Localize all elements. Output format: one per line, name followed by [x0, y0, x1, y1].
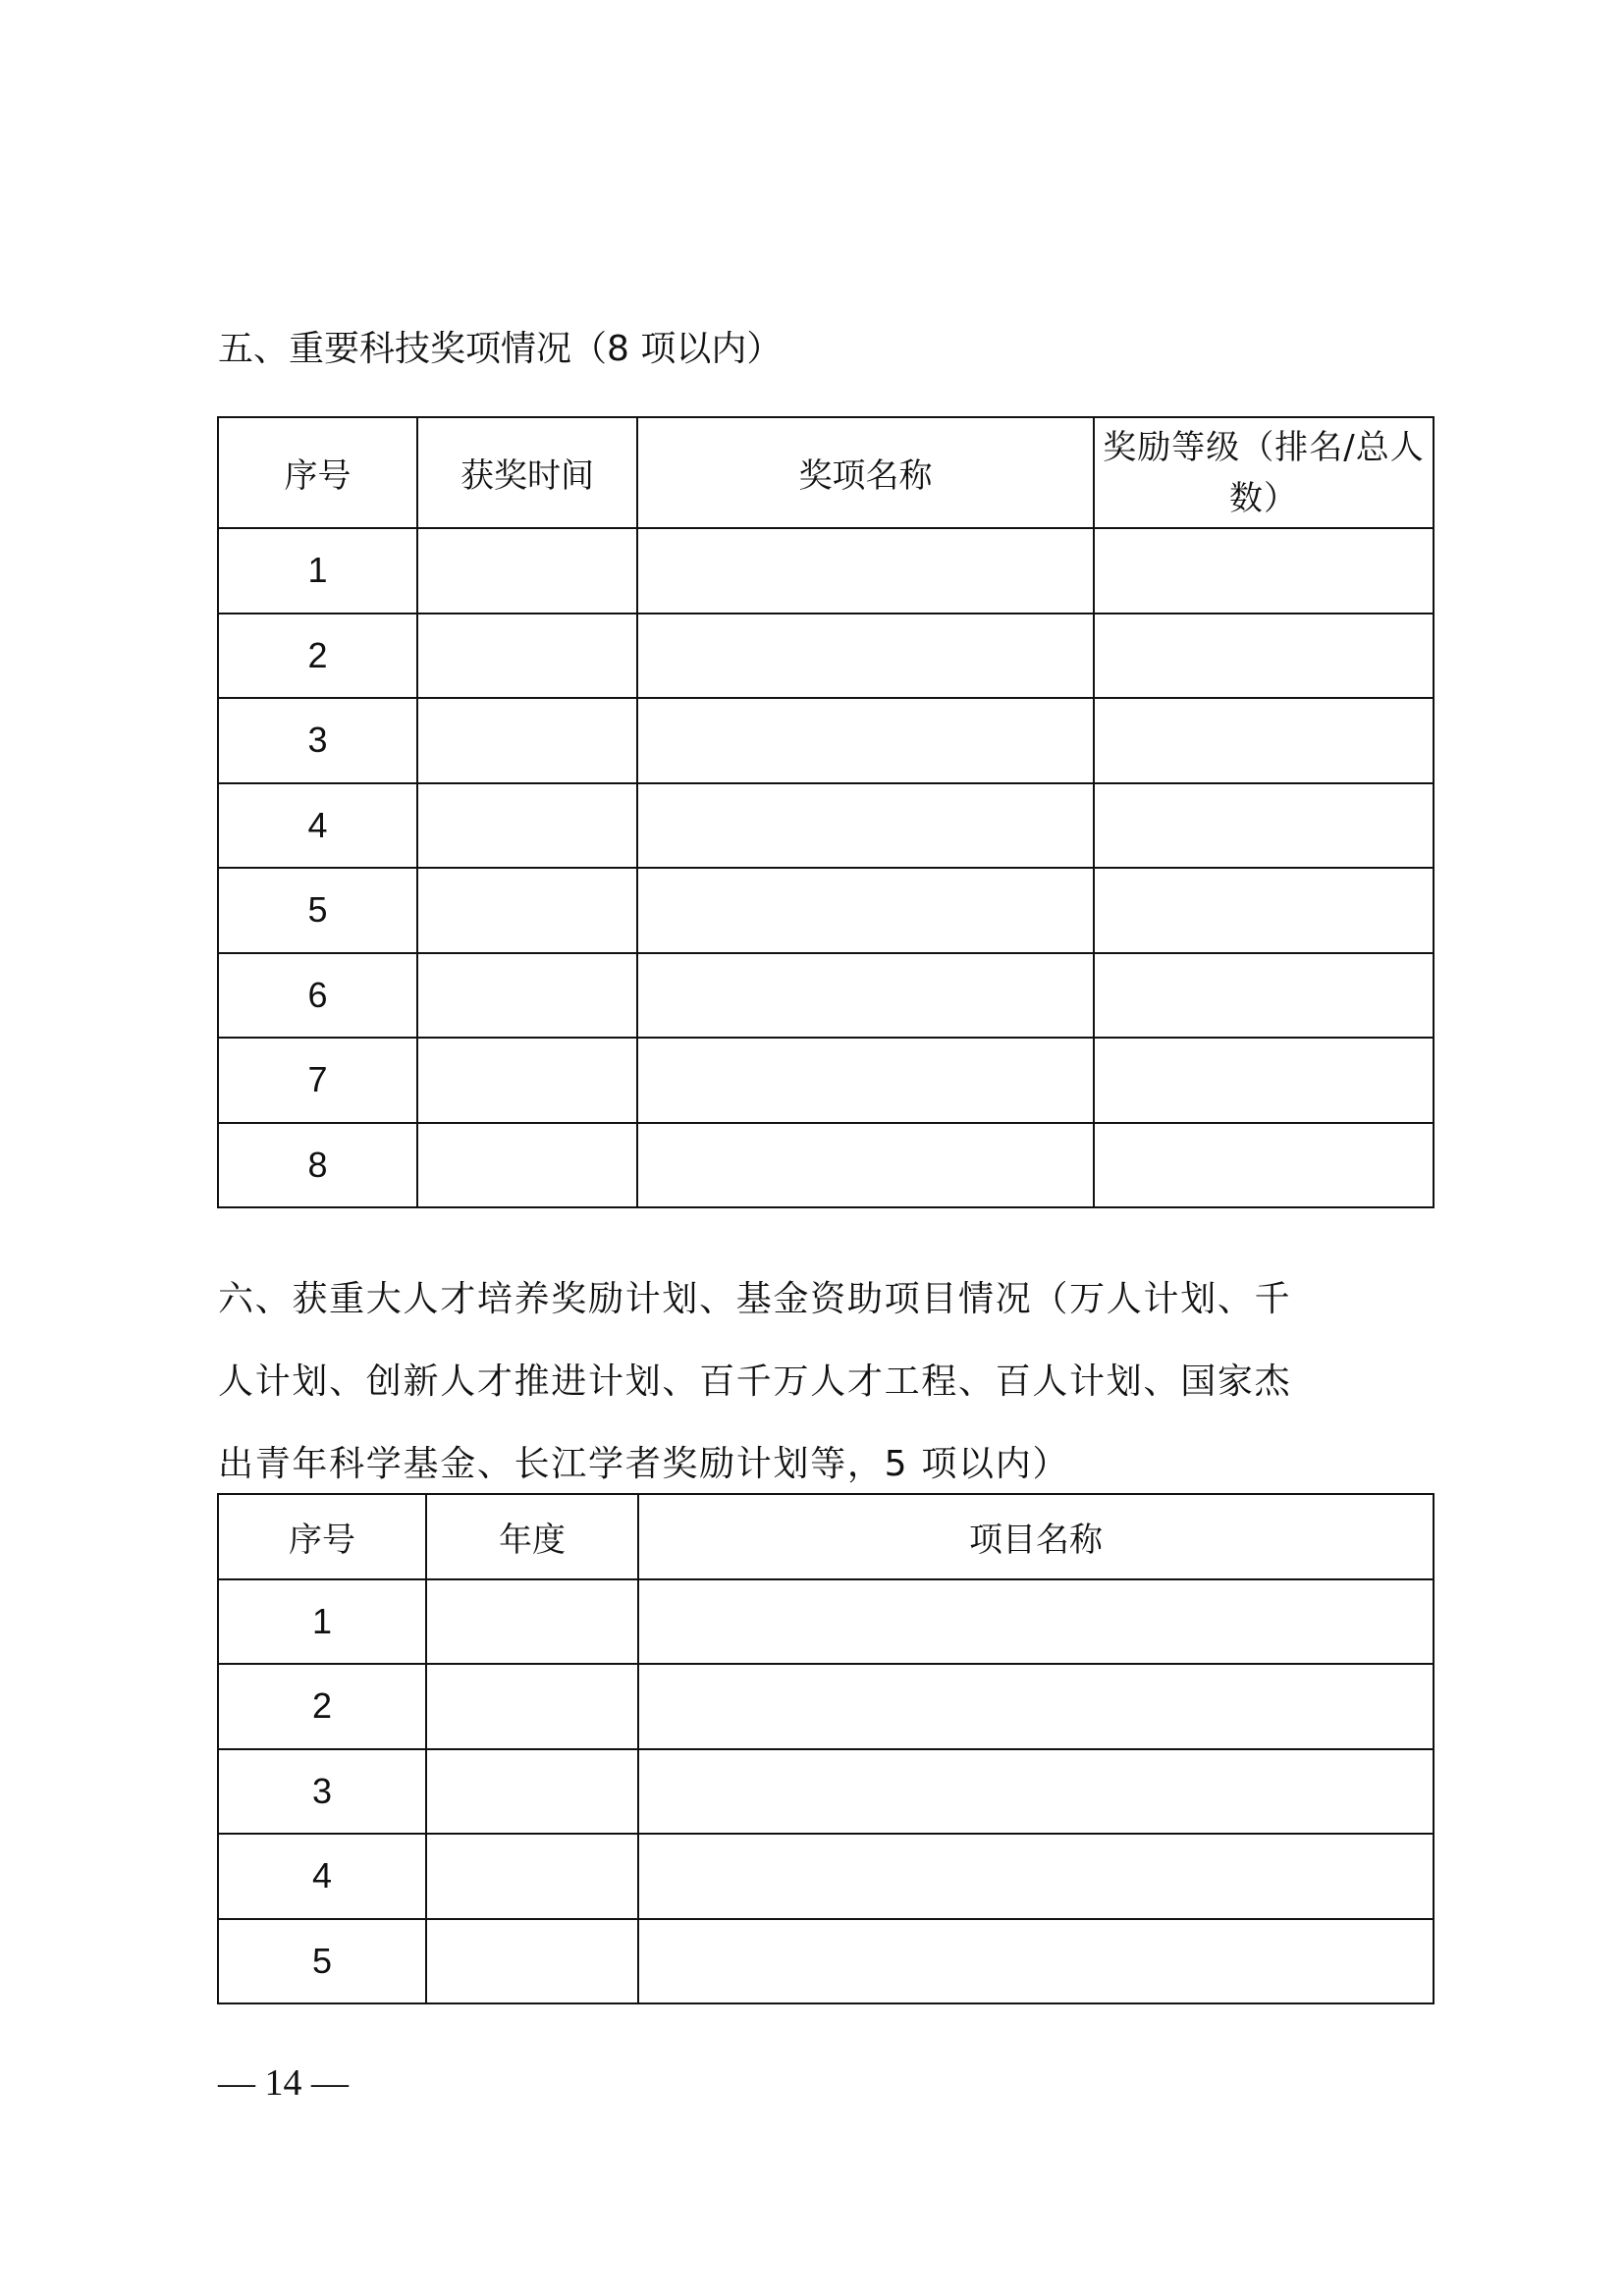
programs-name-cell[interactable] — [638, 1834, 1434, 1919]
awards-level-cell[interactable] — [1094, 698, 1434, 783]
table-row — [218, 1579, 1434, 1665]
awards-row-index: 8 — [218, 1123, 417, 1208]
awards-name-cell[interactable] — [637, 868, 1094, 953]
table-row — [218, 783, 1434, 869]
awards-header-name: 奖项名称 — [637, 417, 1094, 528]
awards-level-cell[interactable] — [1094, 528, 1434, 614]
awards-level-cell[interactable] — [1094, 783, 1434, 869]
programs-header-row — [218, 1494, 1434, 1579]
table-row — [218, 1664, 1434, 1749]
table-row — [218, 1919, 1434, 2004]
programs-name-cell[interactable] — [638, 1579, 1434, 1665]
programs-row-index: 4 — [218, 1834, 426, 1919]
table-row — [218, 614, 1434, 699]
awards-name-cell[interactable] — [637, 1038, 1094, 1123]
awards-date-cell[interactable] — [417, 1123, 637, 1208]
awards-date-cell[interactable] — [417, 614, 637, 699]
awards-name-cell[interactable] — [637, 614, 1094, 699]
programs-year-cell[interactable] — [426, 1834, 638, 1919]
awards-header-level: 奖励等级（排名/总人数） — [1094, 417, 1434, 528]
awards-row-index: 4 — [218, 783, 417, 869]
awards-row-index: 2 — [218, 614, 417, 699]
talent-programs-table — [217, 1493, 1435, 2004]
awards-date-cell[interactable] — [417, 1038, 637, 1123]
programs-name-cell[interactable] — [638, 1919, 1434, 2004]
programs-header-index: 序号 — [218, 1494, 426, 1579]
table-row — [218, 1834, 1434, 1919]
table-row — [218, 1038, 1434, 1123]
awards-date-cell[interactable] — [417, 698, 637, 783]
programs-header-year: 年度 — [426, 1494, 638, 1579]
awards-level-cell[interactable] — [1094, 953, 1434, 1039]
table-row — [218, 953, 1434, 1039]
page-number: — 14 — — [218, 2062, 349, 2104]
awards-name-cell[interactable] — [637, 783, 1094, 869]
table-row — [218, 868, 1434, 953]
awards-date-cell[interactable] — [417, 953, 637, 1039]
awards-name-cell[interactable] — [637, 953, 1094, 1039]
table-row — [218, 1749, 1434, 1835]
awards-date-cell[interactable] — [417, 868, 637, 953]
awards-row-index: 6 — [218, 953, 417, 1039]
awards-row-index: 3 — [218, 698, 417, 783]
awards-name-cell[interactable] — [637, 1123, 1094, 1208]
programs-row-index: 2 — [218, 1664, 426, 1749]
programs-name-cell[interactable] — [638, 1664, 1434, 1749]
programs-year-cell[interactable] — [426, 1749, 638, 1835]
awards-row-index: 7 — [218, 1038, 417, 1123]
section-6-title-line: 人计划、创新人才推进计划、百千万人才工程、百人计划、国家杰 — [218, 1362, 1292, 1402]
section-6-title-line: 出青年科学基金、长江学者奖励计划等，5 项以内） — [218, 1444, 1070, 1484]
programs-row-index: 1 — [218, 1579, 426, 1665]
programs-name-cell[interactable] — [638, 1749, 1434, 1835]
programs-year-cell[interactable] — [426, 1919, 638, 2004]
programs-row-index: 5 — [218, 1919, 426, 2004]
awards-name-cell[interactable] — [637, 698, 1094, 783]
table-row — [218, 698, 1434, 783]
section-6-title-line: 六、获重大人才培养奖励计划、基金资助项目情况（万人计划、千 — [218, 1279, 1292, 1319]
awards-header-index: 序号 — [218, 417, 417, 528]
awards-level-cell[interactable] — [1094, 868, 1434, 953]
table-row — [218, 528, 1434, 614]
programs-row-index: 3 — [218, 1749, 426, 1835]
awards-name-cell[interactable] — [637, 528, 1094, 614]
awards-level-cell[interactable] — [1094, 614, 1434, 699]
awards-row-index: 5 — [218, 868, 417, 953]
programs-header-name: 项目名称 — [638, 1494, 1434, 1579]
awards-level-cell[interactable] — [1094, 1123, 1434, 1208]
awards-date-cell[interactable] — [417, 528, 637, 614]
table-row — [218, 1123, 1434, 1208]
awards-row-index: 1 — [218, 528, 417, 614]
section-5-title: 五、重要科技奖项情况（8 项以内） — [218, 329, 783, 369]
awards-header-row — [218, 417, 1434, 528]
programs-year-cell[interactable] — [426, 1664, 638, 1749]
awards-level-cell[interactable] — [1094, 1038, 1434, 1123]
awards-header-date: 获奖时间 — [417, 417, 637, 528]
programs-year-cell[interactable] — [426, 1579, 638, 1665]
awards-table — [217, 416, 1435, 1208]
section-6-title — [218, 1258, 1435, 1506]
awards-date-cell[interactable] — [417, 783, 637, 869]
